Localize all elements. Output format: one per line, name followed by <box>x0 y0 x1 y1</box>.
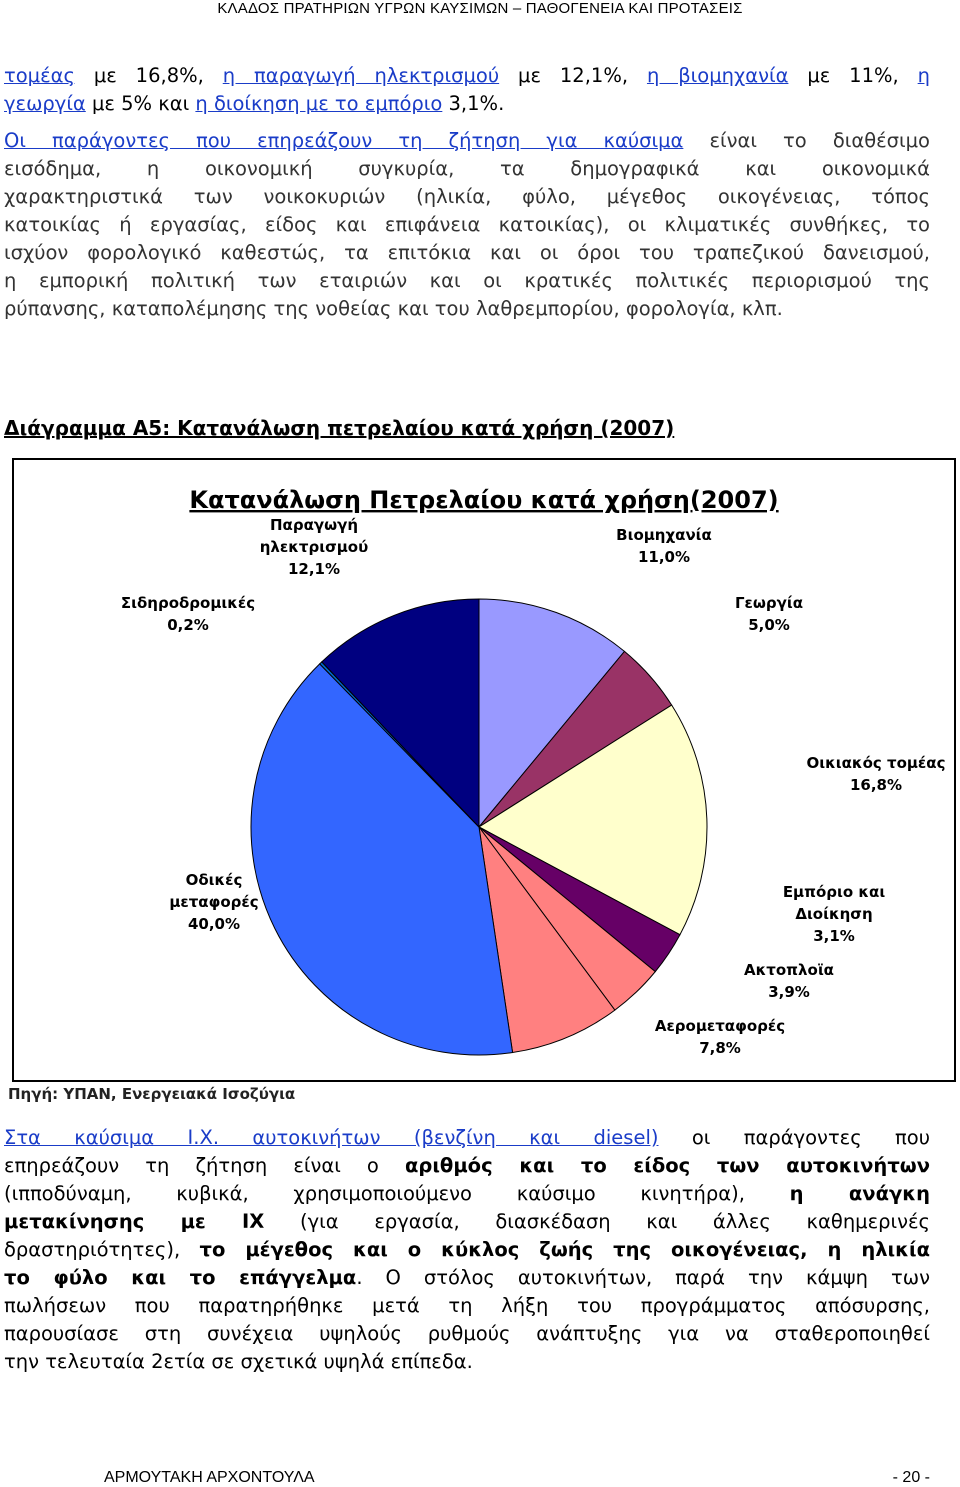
link-fuel-demand-factors[interactable]: Οι παράγοντες που επηρεάζουν τη ζήτηση για καύσιμα <box>4 129 684 152</box>
intro-paragraph: τομέας με 16,8%, η παραγωγή ηλεκτρισμού με 12,1%, η βιομηχανία με 11%, η γεωργία με 5% και η διοίκηση με το εμπόριο 3,1%. <box>4 64 930 115</box>
footer-author: ΑΡΜΟΥΤΑΚΗ ΑΡΧΟΝΤΟΥΛΑ <box>104 1469 315 1486</box>
pie-chart <box>14 460 954 1080</box>
page-header: ΚΛΑΔΟΣ ΠΡΑΤΗΡΙΩΝ ΥΓΡΩΝ ΚΑΥΣΙΜΩΝ – ΠΑΘΟΓΕΝΕΙΑ ΚΑΙ ΠΡΟΤΑΣΕΙΣ <box>217 0 743 17</box>
link-car-fuels[interactable]: Στα καύσιμα Ι.Χ. αυτοκινήτων (βενζίνη και diesel) <box>4 1126 659 1149</box>
slice-label-2: Γεωργία 5,0% <box>734 594 804 634</box>
link-domestic[interactable]: τομέας <box>4 64 75 87</box>
slice-label-7: Οδικές μεταφορές 40,0% <box>169 871 259 933</box>
slice-label-4: Εμπόριο και Διοίκηση 3,1% <box>782 883 886 945</box>
chart-source: Πηγή: ΥΠΑΝ, Ενεργειακά Ισοζύγια <box>8 1085 296 1103</box>
cars-paragraph: Στα καύσιμα Ι.Χ. αυτοκινήτων (βενζίνη και diesel) οι παράγοντες που επηρεάζουν τη ζήτηση είναι ο αριθμός και το είδος των αυτοκινήτων (ιπποδύναμη, κυβικά, χρησιμοποιούμενο καύσιμο κινητήρα), η ανάγκη μετακίνησης με ΙΧ (για εργασία, διασκέδαση και άλλες καθημερινές δραστηριότητες), το μέγεθος και ο κύκλος ζωής της οικογένειας, η ηλικία το φύλο και το επάγγελμα. Ο στόλος αυτοκινήτων, παρά την κάμψη των πωλήσεων που παρατηρήθηκε μετά τη λήξη του προγράμματος απόσυρσης, παρουσίασε στη συνέχεια υψηλούς ρυθμούς ανάπτυξης για να σταθεροποιηθεί την τελευταία 2ετία σε σχετικά υψηλά επίπεδα. <box>4 1126 930 1373</box>
slice-label-6: Αερομεταφορές 7,8% <box>654 1017 786 1057</box>
link-industry[interactable]: η βιομηχανία <box>646 64 789 87</box>
factors-paragraph: Οι παράγοντες που επηρεάζουν τη ζήτηση για καύσιμα είναι το διαθέσιμο εισόδημα, η οικονομική συγκυρία, τα δημογραφικά και οικονομικά χαρακτηριστικά των νοικοκυριών (ηλικία, φύλο, μέγεθος οικογένειας, τόπος κατοικίας ή εργασίας, είδος και επιφάνεια κατοικίας), οι κλιματικές συνθήκες, το ισχύον φορολογικό καθεστώς, τα επιτόκια και οι όροι του τραπεζικού δανεισμού, η εμπορική πολιτική των εταιριών και οι κρατικές πολιτικές περιορισμού της ρύπανσης, καταπολέμησης της νοθείας και του λαθρεμπορίου, φορολογία, κλπ. <box>4 129 930 320</box>
link-administration[interactable]: η διοίκηση με το εμπόριο <box>195 92 443 115</box>
slice-label-1: Βιομηχανία 11,0% <box>616 526 712 566</box>
slice-label-5: Ακτοπλοϊα 3,9% <box>744 961 834 1001</box>
diagram-heading: Διάγραμμα Α5: Κατανάλωση πετρελαίου κατά χρήση (2007) <box>4 416 675 440</box>
pie-chart-frame <box>12 458 956 1082</box>
slice-label-3: Οικιακός τομέας 16,8% <box>806 754 946 794</box>
link-agriculture-1[interactable]: η <box>917 64 930 87</box>
link-agriculture-2[interactable]: γεωργία <box>4 92 86 115</box>
footer-page-number: - 20 - <box>892 1469 930 1486</box>
link-electricity[interactable]: η παραγωγή ηλεκτρισμού <box>222 64 500 87</box>
slice-label-9: Παραγωγή ηλεκτρισμού 12,1% <box>259 516 369 578</box>
chart-title: Κατανάλωση Πετρελαίου κατά χρήση(2007) <box>189 486 779 514</box>
slice-label-8: Σιδηροδρομικές 0,2% <box>120 594 256 634</box>
